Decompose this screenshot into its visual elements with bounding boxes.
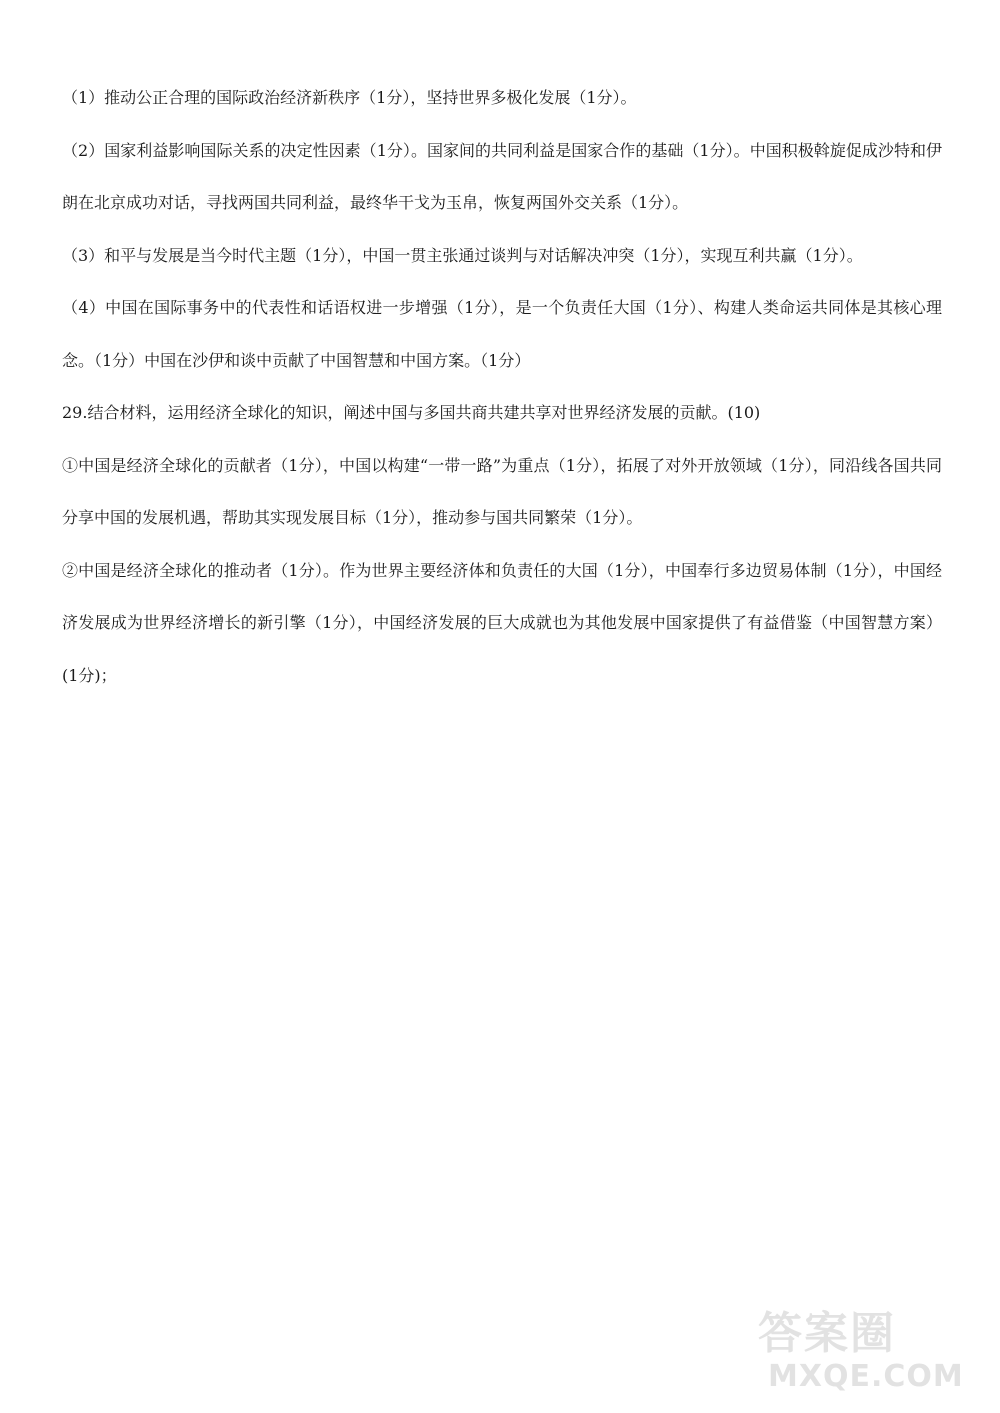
answer-content: [62, 72, 942, 702]
answer-paragraph-4: （4）中国在国际事务中的代表性和话语权进一步增强（1分），是一个负责任大国（1分）、构建人类命运共同体是其核心理念。（1分）中国在沙伊和谈中贡献了中国智慧和中国方案。（1分）: [62, 298, 942, 370]
answer-point-2: ②中国是经济全球化的推动者（1分）。作为世界主要经济体和负责任的大国（1分），中国奉行多边贸易体制（1分），中国经济发展成为世界经济增长的新引擎（1分），中国经济发展的巨大成就也为其他发展中国家提供了有益借鉴（中国智慧方案）(1分)；: [62, 560, 942, 685]
question-29: 29.结合材料，运用经济全球化的知识，阐述中国与多国共商共建共享对世界经济发展的贡献。(10): [62, 403, 761, 422]
answer-paragraph-1: （1）推动公正合理的国际政治经济新秩序（1分），坚持世界多极化发展（1分）。: [62, 88, 637, 107]
answer-paragraph-2: （2）国家利益影响国际关系的决定性因素（1分）。国家间的共同利益是国家合作的基础（1分）。中国积极斡旋促成沙特和伊朗在北京成功对话，寻找两国共同利益，最终华干戈为玉帛，恢复两国外交关系（1分）。: [62, 140, 942, 212]
watermark-logo: [748, 1293, 988, 1403]
watermark-top-text: 答案圈: [758, 1308, 896, 1359]
answer-point-1: ①中国是经济全球化的贡献者（1分），中国以构建“一带一路”为重点（1分），拓展了对外开放领域（1分），同沿线各国共同分享中国的发展机遇，帮助其实现发展目标（1分），推动参与国共同繁荣（1分）。: [62, 455, 942, 527]
watermark-bottom-text: MXQE.COM: [768, 1359, 964, 1394]
answer-paragraph-3: （3）和平与发展是当今时代主题（1分），中国一贯主张通过谈判与对话解决冲突（1分），实现互利共赢（1分）。: [62, 245, 863, 265]
